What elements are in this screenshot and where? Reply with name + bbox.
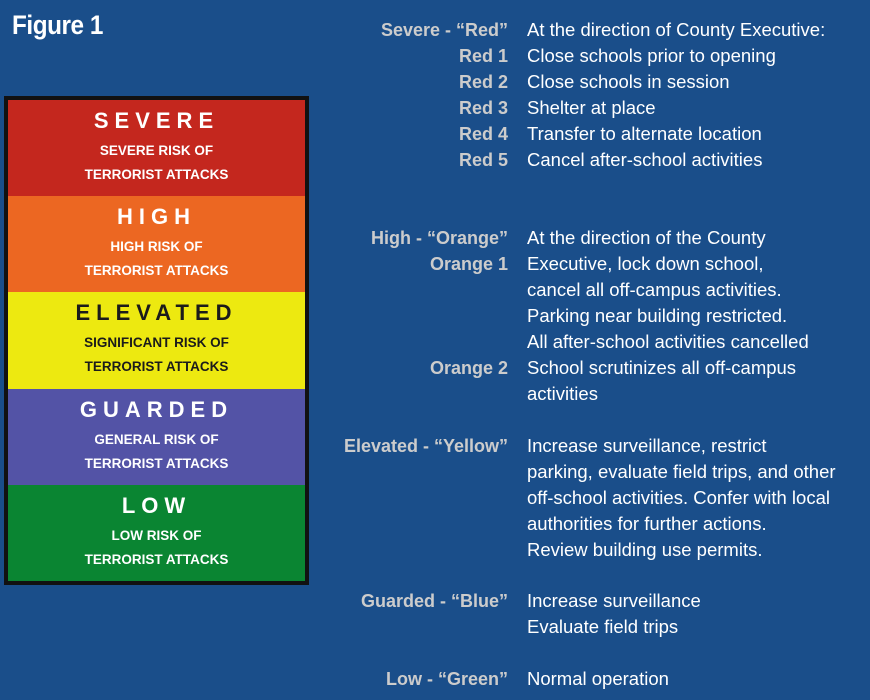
red5-label: Red 5 (458, 150, 508, 170)
figure-title: Figure 1 (12, 10, 103, 40)
elevated-label: Elevated - “Yellow” (343, 436, 508, 456)
threat-level-chart (4, 96, 309, 585)
severe-label: Severe - “Red” (380, 20, 508, 40)
level-guarded (8, 389, 305, 485)
level-desc: TERRORIST ATTACKS (84, 359, 229, 375)
guarded-text: Increase surveillance Evaluate field trips (527, 590, 701, 637)
severe-intro: At the direction of County Executive: (527, 19, 826, 40)
orange1-text: Executive, lock down school, cancel all off-campus activities. Parking near building restricted. All after-school activities cancelled (527, 253, 809, 352)
level-severe (8, 100, 305, 196)
level-desc: TERRORIST ATTACKS (84, 455, 229, 471)
level-desc: GENERAL RISK OF (94, 431, 219, 447)
level-name: GUARDED (79, 396, 234, 422)
level-desc: SIGNIFICANT RISK OF (84, 335, 229, 351)
red1-label: Red 1 (458, 46, 508, 66)
level-name: HIGH (117, 204, 196, 230)
orange1-label: Orange 1 (429, 254, 508, 274)
high-intro: At the direction of the County (527, 227, 766, 248)
low-text: Normal operation (527, 668, 669, 689)
level-low (8, 485, 305, 581)
level-desc: TERRORIST ATTACKS (84, 263, 229, 279)
low-label: Low - “Green” (385, 669, 508, 689)
elevated-text: Increase surveillance, restrict parking, evaluate field trips, and other off-school activities. Confer with local authorities for further actions. Review building use permits. (527, 435, 836, 560)
level-high (8, 196, 305, 292)
level-desc: TERRORIST ATTACKS (84, 551, 229, 567)
level-name: LOW (121, 492, 192, 518)
level-desc: LOW RISK OF (111, 527, 202, 543)
red1-text: Close schools prior to opening (527, 45, 776, 66)
red4-text: Transfer to alternate location (527, 123, 762, 144)
high-label: High - “Orange” (370, 228, 508, 248)
red2-label: Red 2 (458, 72, 508, 92)
red3-label: Red 3 (458, 98, 508, 118)
red3-text: Shelter at place (527, 97, 656, 118)
orange2-text: School scrutinizes all off-campus activities (527, 357, 797, 404)
red4-label: Red 4 (458, 124, 508, 144)
level-desc: SEVERE RISK OF (99, 143, 214, 158)
level-name: ELEVATED (75, 300, 238, 326)
orange2-label: Orange 2 (429, 358, 508, 378)
level-desc: HIGH RISK OF (110, 239, 203, 255)
guarded-label: Guarded - “Blue” (360, 591, 508, 611)
red5-text: Cancel after-school activities (527, 149, 763, 170)
level-name: SEVERE (93, 108, 220, 133)
level-elevated (8, 292, 305, 388)
red2-text: Close schools in session (527, 71, 730, 92)
level-desc: TERRORIST ATTACKS (84, 167, 229, 182)
